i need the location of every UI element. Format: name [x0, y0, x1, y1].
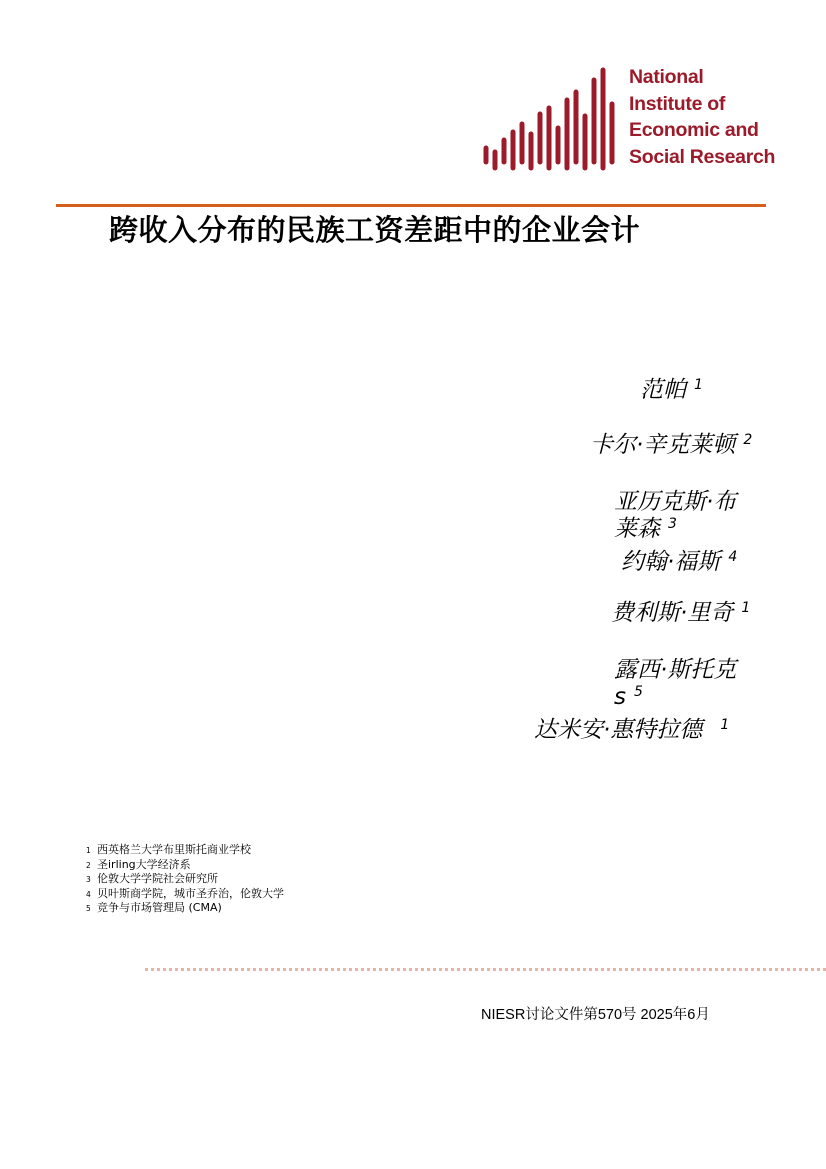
affiliation-item — [86, 872, 284, 887]
affiliation-item — [86, 887, 284, 902]
author-name: 达米安·惠特拉德 — [534, 717, 703, 743]
affiliation-number: 5 — [86, 904, 91, 913]
logo-line: Institute of — [629, 92, 726, 115]
author-name: 约翰·福斯 — [621, 549, 721, 575]
affiliation-number: 2 — [86, 860, 91, 870]
author-affiliation-marker: 1 — [720, 717, 730, 733]
author-affiliation-marker: 3 — [668, 516, 677, 532]
logo-wordmark — [629, 64, 775, 170]
author — [614, 489, 736, 546]
affiliation-number: 1 — [86, 846, 91, 855]
affiliation-text: 西英格兰大学布里斯托商业学校 — [97, 843, 251, 856]
author-name: 范帕 — [640, 377, 686, 403]
discussion-paper-info: NIESR讨论文件第570号 2025年6月 — [481, 1007, 710, 1023]
affiliations-list — [86, 843, 284, 916]
author-affiliation-marker: 2 — [743, 432, 753, 448]
affiliation-item — [86, 901, 284, 916]
author-name: 卡尔·辛克莱顿 — [590, 432, 736, 458]
footer-dotted-rule — [145, 968, 826, 971]
author-affiliation-marker: 5 — [633, 684, 643, 700]
affiliation-number: 3 — [86, 875, 91, 884]
affiliation-text: 竞争与市场管理局 (CMA) — [97, 901, 222, 914]
logo-bars-graphic — [482, 64, 622, 182]
author-name: 费利斯·里奇 — [611, 600, 734, 626]
author-name: 莱森 — [614, 516, 660, 542]
header-rule — [56, 204, 766, 207]
author-name: s — [614, 684, 626, 710]
logo-line: Social Research — [629, 145, 776, 168]
author — [621, 549, 737, 579]
affiliation-number: 4 — [86, 889, 91, 899]
logo-line: National — [629, 66, 704, 88]
author — [590, 432, 752, 462]
author — [534, 717, 729, 747]
author-name: 露西·斯托克 — [614, 657, 737, 683]
affiliation-item — [86, 843, 284, 858]
author-affiliation-marker: 1 — [694, 377, 703, 393]
author-affiliation-marker: 1 — [741, 600, 751, 616]
author — [640, 377, 703, 407]
author — [614, 657, 736, 714]
logo-line: Economic and — [629, 119, 759, 141]
affiliation-text: 圣irling大学经济系 — [97, 857, 191, 871]
affiliation-item — [86, 858, 284, 873]
affiliation-text: 伦敦大学学院社会研究所 — [97, 872, 218, 885]
affiliation-text: 贝叶斯商学院，城市圣乔治，伦敦大学 — [97, 886, 284, 900]
paper-title: 跨收入分布的民族工资差距中的企业会计 — [109, 213, 641, 247]
author-name: 亚历克斯·布 — [614, 489, 737, 515]
author — [611, 600, 750, 630]
author-affiliation-marker: 4 — [728, 549, 738, 565]
